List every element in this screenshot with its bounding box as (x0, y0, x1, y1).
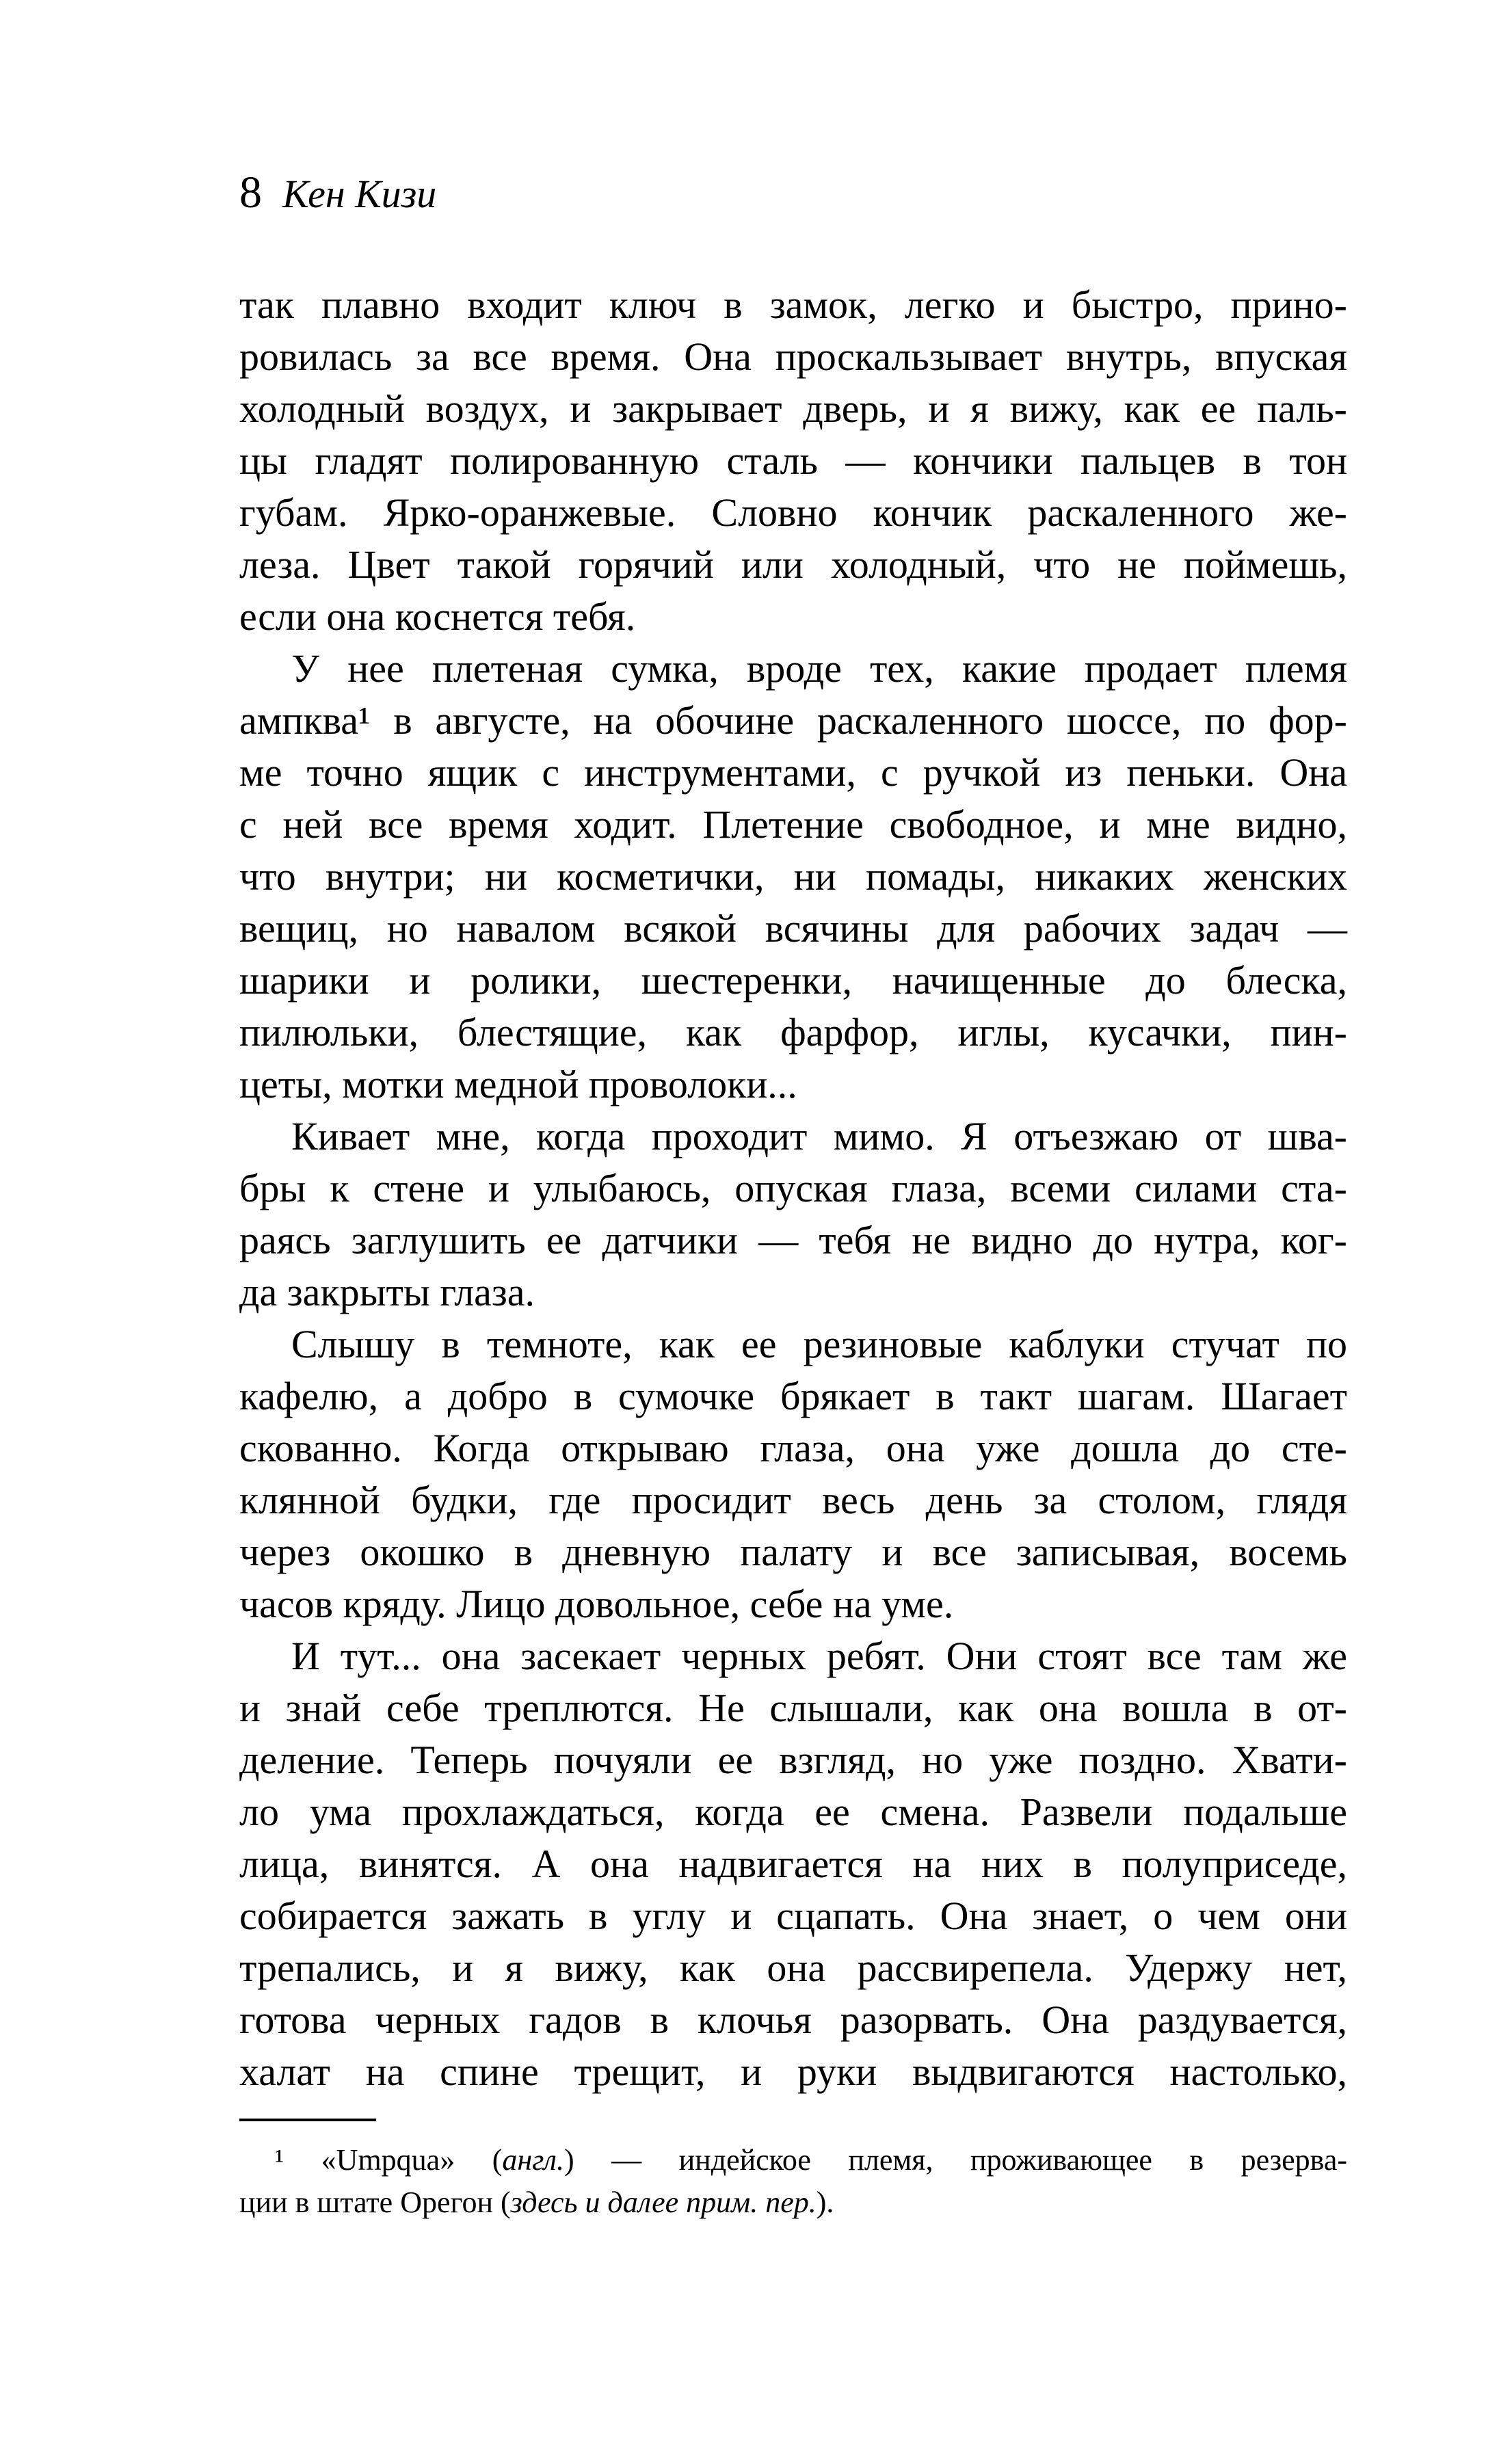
text-line: да закрыты глаза. (239, 1270, 535, 1314)
text-line: цеты, мотки медной проволоки... (239, 1062, 797, 1106)
running-header (239, 168, 1347, 217)
text-line: раясь заглушить ее датчики — тебя не видно до нутра, ког- (239, 1218, 1347, 1262)
text-line: готова черных гадов в клочья разорвать. Она раздувается, (239, 1998, 1347, 2042)
footnote-text-italic: англ. (502, 2143, 564, 2177)
footnote-line-1 (239, 2139, 1347, 2181)
paragraph-5 (239, 1630, 1347, 2098)
text-line: трепались, и я вижу, как она рассвирепела. Удержу нет, (239, 1946, 1347, 1990)
body-text (239, 279, 1347, 2098)
footnote-text: ции в штате Орегон ( (239, 2186, 511, 2219)
text-line: клянной будки, где просидит весь день за столом, глядя (239, 1478, 1347, 1522)
text-line: лица, винятся. А она надвигается на них в полуприседе, (239, 1842, 1347, 1886)
text-line: цы гладят полированную сталь — кончики пальцев в тон (239, 438, 1347, 483)
text-line: и знай себе треплются. Не слышали, как она вошла в от- (239, 1686, 1347, 1730)
page-number: 8 (239, 168, 262, 217)
footnote-text: ¹ «Umpqua» ( (275, 2143, 503, 2177)
paragraph-4 (239, 1318, 1347, 1630)
text-line: пилюльки, блестящие, как фарфор, иглы, кусачки, пин- (239, 1010, 1347, 1054)
text-line: деление. Теперь почуяли ее взгляд, но уже поздно. Хвати- (239, 1738, 1347, 1782)
footnote-text: ). (816, 2186, 834, 2219)
text-line: кафелю, а добро в сумочке брякает в такт шагам. Шагает (239, 1374, 1347, 1418)
text-line: вещиц, но навалом всякой всячины для рабочих задач — (239, 906, 1347, 951)
text-line: так плавно входит ключ в замок, легко и быстро, прино- (239, 282, 1347, 327)
paragraph-3 (239, 1111, 1347, 1318)
text-line: У нее плетеная сумка, вроде тех, какие продает племя (291, 646, 1347, 691)
text-line: что внутри; ни косметички, ни помады, никаких женских (239, 854, 1347, 899)
paragraph-1 (239, 279, 1347, 643)
text-line: холодный воздух, и закрывает дверь, и я вижу, как ее паль- (239, 386, 1347, 431)
text-line: леза. Цвет такой горячий или холодный, что не поймешь, (239, 542, 1347, 587)
footnote-text: ) — индейское племя, проживающее в резерва- (563, 2143, 1348, 2177)
text-line: ровилась за все время. Она проскальзывает внутрь, впуская (239, 334, 1347, 379)
footnote-section (239, 2119, 1347, 2224)
running-header-author: Кен Кизи (282, 172, 437, 216)
text-line: через окошко в дневную палату и все записывая, восемь (239, 1530, 1347, 1574)
text-line: губам. Ярко-оранжевые. Словно кончик раскаленного же- (239, 490, 1347, 535)
text-line: ме точно ящик с инструментами, с ручкой из пеньки. Она (239, 750, 1347, 795)
text-line: ло ума прохлаждаться, когда ее смена. Развели подальше (239, 1790, 1347, 1834)
footnote-line-2 (239, 2181, 1347, 2224)
text-line: с ней все время ходит. Плетение свободное, и мне видно, (239, 802, 1347, 847)
text-line: Слышу в темноте, как ее резиновые каблуки стучат по (291, 1322, 1347, 1366)
text-line: халат на спине трещит, и руки выдвигаются настолько, (239, 2049, 1347, 2094)
footnote-text-italic: здесь и далее прим. пер. (510, 2186, 817, 2219)
text-line: шарики и ролики, шестеренки, начищенные до блеска, (239, 958, 1347, 1003)
text-line: ампква¹ в августе, на обочине раскаленного шоссе, по фор- (239, 698, 1347, 743)
footnote (239, 2139, 1347, 2224)
footnote-separator-rule (239, 2119, 376, 2121)
text-line: И тут... она засекает черных ребят. Они стоят все там же (291, 1634, 1347, 1678)
text-line: собирается зажать в углу и сцапать. Она знает, о чем они (239, 1894, 1347, 1938)
text-line: Кивает мне, когда проходит мимо. Я отъезжаю от шва- (291, 1114, 1347, 1158)
paragraph-2 (239, 643, 1347, 1111)
text-line: часов кряду. Лицо довольное, себе на уме. (239, 1582, 954, 1626)
text-line: скованно. Когда открываю глаза, она уже дошла до сте- (239, 1426, 1347, 1470)
text-line: если она коснется тебя. (239, 594, 636, 639)
text-line: бры к стене и улыбаюсь, опуская глаза, всеми силами ста- (239, 1166, 1347, 1210)
